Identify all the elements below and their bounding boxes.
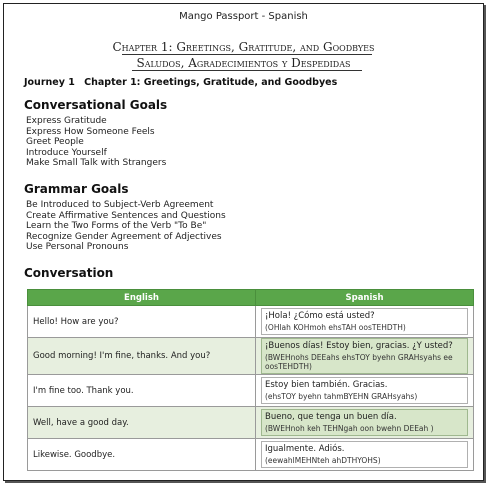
english-cell: Hello! How are you? [28, 306, 256, 338]
table-row [28, 375, 474, 407]
column-header-spanish: Spanish [256, 290, 474, 306]
table-row [28, 338, 474, 375]
table-row [28, 439, 474, 471]
spanish-text: ¡Hola! ¿Cómo está usted? [265, 311, 375, 321]
list-item: Use Personal Pronouns [26, 242, 129, 252]
list-item: Express How Someone Feels [26, 126, 155, 137]
conversation-heading: Conversation [24, 266, 114, 280]
pronunciation-text: (BWEHnoh keh TEHNgah oon bwehn DEEah ) [265, 424, 434, 433]
grammar-goals-heading: Grammar Goals [24, 182, 129, 196]
table-header-row [28, 290, 474, 306]
english-cell: I'm fine too. Thank you. [28, 375, 256, 407]
conversation-table [27, 289, 474, 471]
spanish-cell [256, 306, 474, 338]
conversational-goals-heading: Conversational Goals [24, 98, 168, 112]
document-page [3, 3, 484, 481]
document-header: Mango Passport - Spanish [179, 11, 308, 22]
journey-label: Journey 1 [24, 77, 75, 88]
list-item: Greet People [26, 137, 84, 147]
chapter-subtitle: Saludos, Agradecimientos y Despedidas [136, 56, 351, 70]
list-item: Introduce Yourself [26, 147, 107, 158]
spanish-box [261, 377, 468, 404]
spanish-cell [256, 439, 474, 471]
column-header-english: English [28, 290, 256, 306]
list-item: Express Gratitude [26, 116, 107, 126]
spanish-cell [256, 375, 474, 407]
grammar-goals-list [26, 200, 226, 253]
english-cell: Well, have a good day. [28, 407, 256, 439]
spanish-text: Estoy bien también. Gracias. [265, 380, 388, 390]
list-item: Be Introduced to Subject-Verb Agreement [26, 200, 214, 210]
pronunciation-text: (ehsTOY byehn tahmBYEHN GRAHsyahs) [265, 392, 418, 401]
spanish-text: ¡Buenos días! Estoy bien, gracias. ¿Y usted? [265, 341, 453, 351]
table-row [28, 306, 474, 338]
chapter-subtitle-underline [132, 70, 362, 71]
spanish-text: Igualmente. Adiós. [265, 444, 345, 454]
pronunciation-text: (eewahlMEHNteh ahDTHYOHS) [265, 456, 381, 465]
pronunciation-text: (BWEHnohs DEEahs ehsTOY byehn GRAHsyahs ee oosTEHDTH) [265, 353, 453, 371]
spanish-text: Bueno, que tenga un buen día. [265, 412, 397, 422]
spanish-box [261, 308, 468, 335]
list-item: Learn the Two Forms of the Verb "To Be" [26, 221, 207, 231]
table-row [28, 407, 474, 439]
list-item: Create Affirmative Sentences and Questions [26, 210, 226, 221]
conversational-goals-list [26, 116, 166, 169]
list-item: Recognize Gender Agreement of Adjectives [26, 231, 222, 242]
chapter-title: Chapter 1: Greetings, Gratitude, and Goodbyes [112, 40, 375, 54]
spanish-box [261, 441, 468, 468]
chapter-title-underline [122, 54, 372, 55]
spanish-cell [256, 407, 474, 439]
journey-line [24, 77, 337, 88]
pronunciation-text: (OHlah KOHmoh ehsTAH oosTEHDTH) [265, 323, 406, 332]
english-cell: Likewise. Goodbye. [28, 439, 256, 471]
english-cell: Good morning! I'm fine, thanks. And you? [28, 338, 256, 375]
spanish-box [261, 409, 468, 436]
journey-chapter: Chapter 1: Greetings, Gratitude, and Goodbyes [84, 77, 338, 88]
spanish-box [261, 338, 468, 374]
spanish-cell [256, 338, 474, 375]
list-item: Make Small Talk with Strangers [26, 158, 167, 168]
